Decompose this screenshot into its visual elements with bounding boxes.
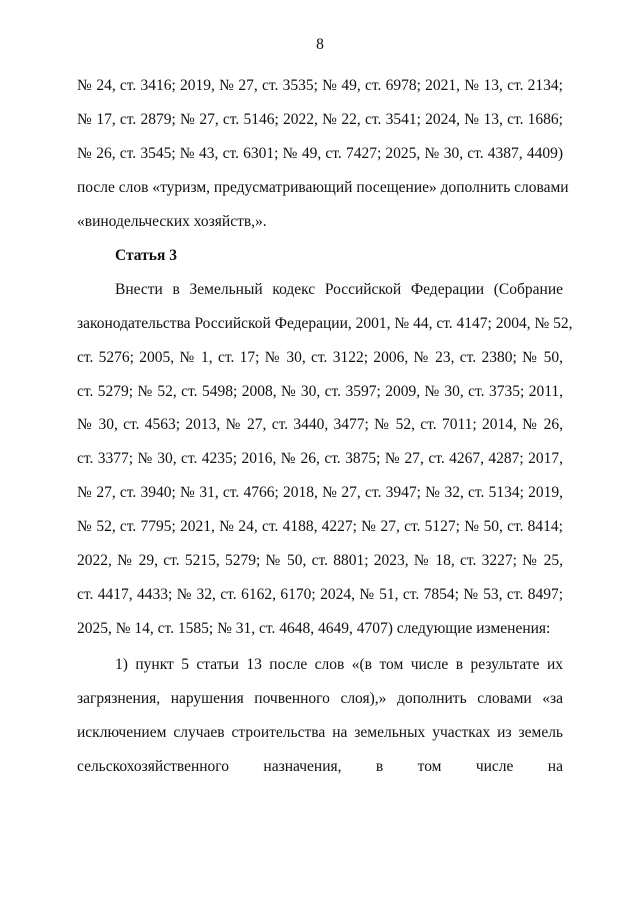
- text-line: после слов «туризм, предусматривающий посещение» дополнить словами: [77, 179, 569, 196]
- text-line: Внести в Земельный кодекс Российской Федерации (Собрание: [115, 281, 563, 298]
- text-line: ст. 5276; 2005, № 1, ст. 17; № 30, ст. 3122; 2006, № 23, ст. 2380; № 50,: [77, 349, 563, 366]
- article-heading: Статья 3: [115, 247, 177, 264]
- page-number: 8: [316, 36, 324, 53]
- text-line: № 52, ст. 7795; 2021, № 24, ст. 4188, 4227; № 27, ст. 5127; № 50, ст. 8414;: [77, 518, 563, 535]
- text-line: № 30, ст. 4563; 2013, № 27, ст. 3440, 3477; № 52, ст. 7011; 2014, № 26,: [77, 416, 563, 433]
- text-line: «винодельческих хозяйств,».: [77, 213, 267, 230]
- text-line: ст. 4417, 4433; № 32, ст. 6162, 6170; 2024, № 51, ст. 7854; № 53, ст. 8497;: [77, 586, 563, 603]
- text-line: сельскохозяйственного назначения, в том числе на: [77, 758, 563, 775]
- text-line: 2022, № 29, ст. 5215, 5279; № 50, ст. 8801; 2023, № 18, ст. 3227; № 25,: [77, 552, 563, 569]
- text-line: ст. 3377; № 30, ст. 4235; 2016, № 26, ст. 3875; № 27, ст. 4267, 4287; 2017,: [77, 450, 563, 467]
- text-line: законодательства Российской Федерации, 2001, № 44, ст. 4147; 2004, № 52,: [77, 315, 573, 332]
- text-line: № 26, ст. 3545; № 43, ст. 6301; № 49, ст. 7427; 2025, № 30, ст. 4387, 4409): [77, 145, 563, 162]
- text-line: 1) пункт 5 статьи 13 после слов «(в том числе в результате их: [115, 656, 563, 673]
- text-line: № 27, ст. 3940; № 31, ст. 4766; 2018, № 27, ст. 3947; № 32, ст. 5134; 2019,: [77, 484, 563, 501]
- text-line: исключением случаев строительства на земельных участках из земель: [77, 724, 563, 741]
- text-line: ст. 5279; № 52, ст. 5498; 2008, № 30, ст. 3597; 2009, № 30, ст. 3735; 2011,: [77, 383, 563, 400]
- text-line: № 24, ст. 3416; 2019, № 27, ст. 3535; № 49, ст. 6978; 2021, № 13, ст. 2134;: [77, 77, 563, 94]
- text-line: загрязнения, нарушения почвенного слоя),» дополнить словами «за: [77, 690, 563, 707]
- text-line: 2025, № 14, ст. 1585; № 31, ст. 4648, 4649, 4707) следующие изменения:: [77, 620, 551, 637]
- text-line: № 17, ст. 2879; № 27, ст. 5146; 2022, № 22, ст. 3541; 2024, № 13, ст. 1686;: [77, 111, 563, 128]
